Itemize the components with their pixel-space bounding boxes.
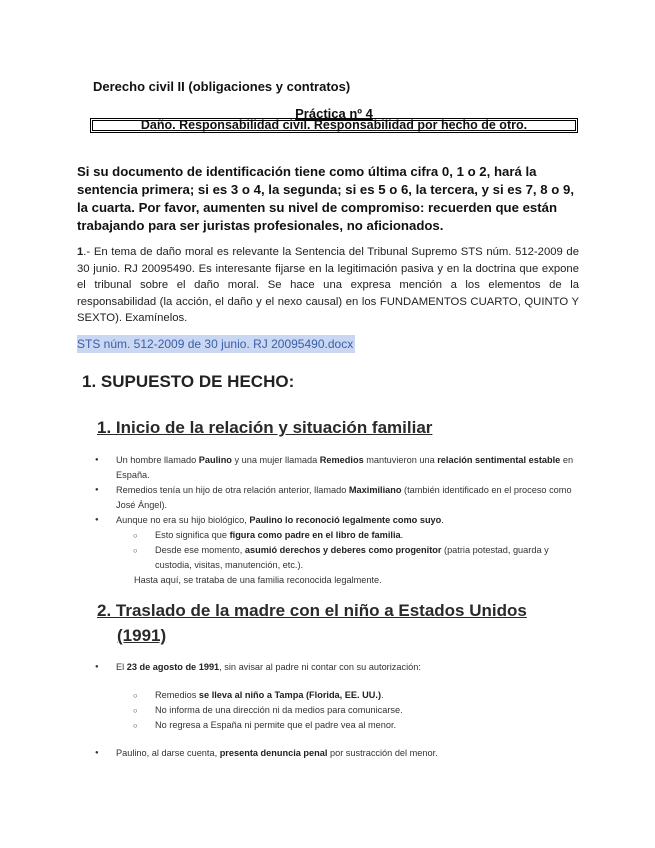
exercise-1-paragraph — [77, 244, 579, 327]
course-title: Derecho civil II (obligaciones y contratos) — [93, 79, 351, 94]
practica-subtitle: Daño. Responsabilidad civil. Responsabilidad por hecho de otro. — [140, 118, 528, 132]
note-text: Hasta aquí, se trataba de una familia reconocida legalmente. — [134, 575, 382, 585]
sub-list-item: ○ Esto significa que figura como padre en el libro de familia. — [116, 528, 585, 543]
practica-title: Práctica nº 4 — [295, 106, 373, 121]
list-item: ● Un hombre llamado Paulino y una mujer llamada Remedios mantuvieron una relación sentimental estable en España. — [95, 453, 585, 483]
section-heading: 1. SUPUESTO DE HECHO: — [82, 372, 295, 391]
sub-list-item: ○ No informa de una dirección ni da medios para comunicarse. — [116, 703, 585, 718]
exercise-1-text: .- En tema de daño moral es relevante la Sentencia del Tribunal Supremo STS núm. 512-2009 de 30 junio. RJ 20095490. Es interesante fijarse en la legitimación pasiva y en la doctrina que expone el tribunal sobre el daño moral. Se hace una expresa mención a los elementos de la responsabilidad (la acción, el daño y el nexo causal) en los FUNDAMENTOS CUARTO, QUINTO Y SEXTO). Examínelos. — [77, 246, 579, 324]
list-item: ● Remedios tenía un hijo de otra relación anterior, llamado Maximiliano (también identificado en el proceso como José Ángel). — [95, 483, 585, 513]
list-item: ● El 23 de agosto de 1991, sin avisar al padre ni contar con su autorización: ○ Remedios se lleva al niño a Tampa (Florida, EE. UU.). ○ No informa de una dirección ni da medios para comunicarse. ○ No regresa a España ni permite que el padre vea al menor. — [95, 660, 585, 746]
attachment-link[interactable]: STS núm. 512-2009 de 30 junio. RJ 20095490.docx — [77, 337, 354, 351]
sub-list-item: ○ No regresa a España ni permite que el padre vea al menor. — [116, 718, 585, 733]
subsection-2-heading — [97, 598, 527, 648]
subsection-2-heading-line1: 2. Traslado de la madre con el niño a Estados Unidos — [97, 601, 527, 620]
sub-list — [116, 688, 585, 733]
exercise-number: 1 — [77, 246, 84, 258]
list-item: ● Aunque no era su hijo biológico, Paulino lo reconoció legalmente como suyo. ○ Esto significa que figura como padre en el libro de familia. ○ Desde ese momento, asumió derechos y deberes como progenitor (patria potestad, guarda y custodia, visitas, manutención, etc.). Hasta aquí, se trataba de una familia reconocida legalmente. — [95, 513, 585, 588]
list-item: ● Paulino, al darse cuenta, presenta denuncia penal por sustracción del menor. — [95, 746, 585, 761]
sub-list — [116, 528, 585, 573]
subsection-2-list — [95, 660, 585, 761]
sub-list-item: ○ Remedios se lleva al niño a Tampa (Florida, EE. UU.). — [116, 688, 585, 703]
subsection-2-heading-line2: (1991) — [117, 626, 167, 645]
subsection-1-heading: 1. Inicio de la relación y situación familiar — [97, 418, 433, 437]
instructions-paragraph: Si su documento de identificación tiene como última cifra 0, 1 o 2, hará la sentencia primera; si es 3 o 4, la segunda; si es 5 o 6, la tercera, y si es 7, 8 o 9, la cuarta. Por favor, aumenten su nivel de compromiso: recuerden que están trabajando para ser juristas profesionales, no aficionados. — [77, 164, 574, 233]
subsection-1-list — [95, 453, 585, 588]
sub-list-item: ○ Desde ese momento, asumió derechos y deberes como progenitor (patria potestad, guarda y custodia, visitas, manutención, etc.). — [116, 543, 585, 573]
practica-header — [90, 107, 578, 133]
